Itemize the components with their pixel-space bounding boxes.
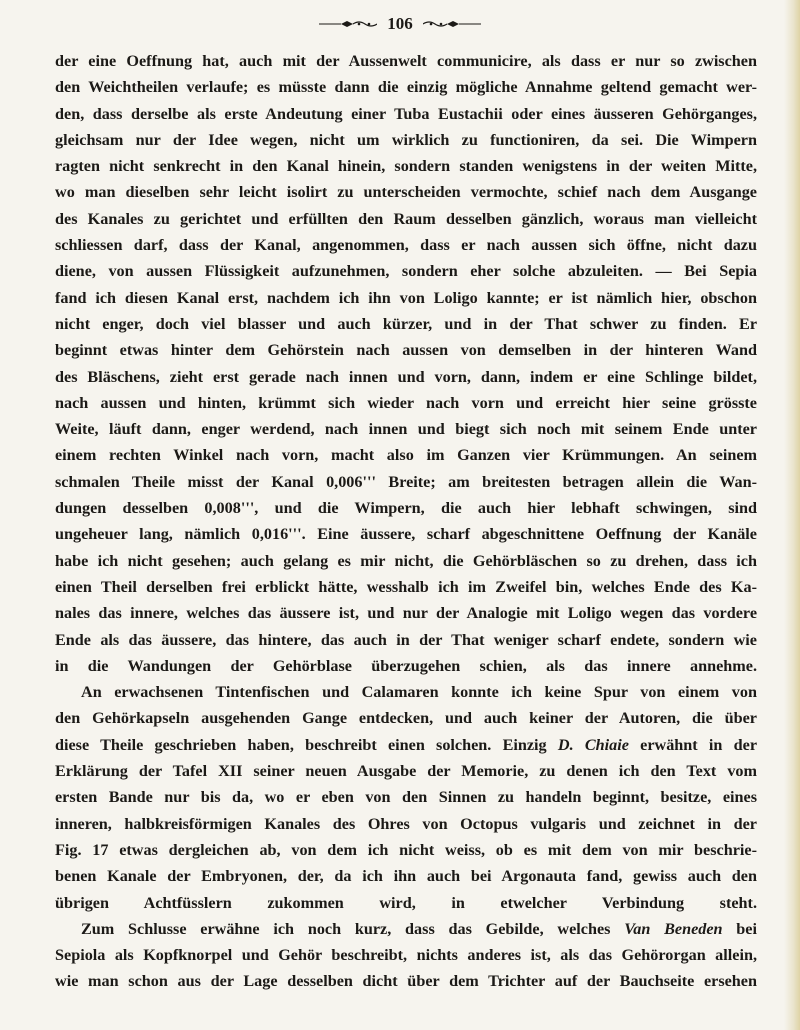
- text-line-content: des Kanales zu gerichtet und erfüllten den Raum desselben gänzlich, woraus man vielleicht: [55, 209, 757, 228]
- text-line-content: inneren, halbkreisförmigen Kanales des Ohres von Octopus vulgaris und zeichnet in der: [55, 814, 757, 833]
- text-line: [55, 548, 757, 574]
- text-line-content: schmalen Theile misst der Kanal 0,006''' Breite; am breitesten betragen allein die Wan-: [55, 472, 757, 491]
- text-line: [55, 74, 757, 100]
- text-line: [55, 890, 757, 916]
- text-line: [55, 258, 757, 284]
- text-line-content: den, dass derselbe als erste Andeutung einer Tuba Eustachii oder eines äusseren Gehörganges,: [55, 104, 757, 123]
- text-line: [55, 863, 757, 889]
- left-ornament-icon: [319, 20, 377, 28]
- text-line: [55, 968, 757, 994]
- text-line: [55, 653, 757, 679]
- text-line-content: Fig. 17 etwas dergleichen ab, von dem ich nicht weiss, ob es mit dem von mir beschrie-: [55, 840, 757, 859]
- page-number: 106: [387, 14, 413, 34]
- text-line-content: An erwachsenen Tintenfischen und Calamaren konnte ich keine Spur von einem von: [81, 683, 757, 702]
- text-line: [55, 416, 757, 442]
- text-segment: erwähnt in der: [628, 735, 757, 754]
- text-line-content: einen Theil derselben frei erblickt hätte, wesshalb ich im Zweifel bin, welches Ende des Ka-: [55, 577, 757, 596]
- text-line: [55, 679, 757, 705]
- text-segment: diese Theile geschrieben haben, beschreibt einen solchen. Einzig: [55, 735, 558, 754]
- running-header: [0, 12, 800, 36]
- text-line: [55, 600, 757, 626]
- text-line: [55, 364, 757, 390]
- text-line-content: ragten nicht senkrecht in den Kanal hinein, sondern standen wenigstens in der weiten Mitte,: [55, 157, 757, 176]
- text-line-content: Ende als das äussere, das hintere, das auch in der That weniger scharf endete, sondern wie: [55, 630, 757, 649]
- author-name: Van Beneden: [624, 919, 723, 938]
- text-line: [55, 627, 757, 653]
- right-ornament-icon: [423, 20, 481, 28]
- text-line-content: diene, von aussen Flüssigkeit aufzunehmen, sondern eher solche abzuleiten. — Bei Sepia: [55, 262, 757, 281]
- text-line: [55, 390, 757, 416]
- text-segment: bei: [722, 919, 757, 938]
- page-edge-shadow: [784, 0, 800, 1030]
- text-line-content: einem rechten Winkel nach vorn, macht also im Ganzen vier Krümmungen. An seinem: [55, 446, 757, 465]
- text-line: [55, 48, 757, 74]
- text-line-content: nales das innere, welches das äussere ist, und nur der Analogie mit Loligo wegen das vordere: [55, 604, 757, 623]
- text-segment: Zum Schlusse erwähne ich noch kurz, dass das Gebilde, welches: [81, 919, 625, 938]
- text-line-content: ungeheuer lang, nämlich 0,016'''. Eine äussere, scharf abgeschnittene Oeffnung der Kanäle: [55, 525, 757, 544]
- text-line-content: schliessen darf, dass der Kanal, angenommen, dass er nach aussen sich öffne, nicht dazu: [55, 236, 757, 255]
- text-line: [55, 285, 757, 311]
- text-line: [55, 337, 757, 363]
- text-line-content: übrigen Achtfüsslern zukommen wird, in etwelcher Verbindung steht.: [55, 893, 757, 912]
- text-line: [55, 732, 757, 758]
- text-line-content: den Gehörkapseln ausgehenden Gange entdecken, und auch keiner der Autoren, die über: [55, 709, 757, 728]
- text-line: [55, 127, 757, 153]
- text-line: [55, 442, 757, 468]
- text-line: [55, 916, 757, 942]
- text-line-content: nach aussen und hinten, krümmt sich wieder nach vorn und erreicht hier seine grösste: [55, 393, 757, 412]
- text-line: [55, 179, 757, 205]
- text-line: [55, 469, 757, 495]
- text-line: [55, 574, 757, 600]
- text-line-content: ersten Bande nur bis da, wo er eben von den Sinnen zu handeln beginnt, besitze, eines: [55, 788, 757, 807]
- text-line-content: der eine Oeffnung hat, auch mit der Aussenwelt communicire, als dass er nur so zwischen: [55, 52, 757, 70]
- text-line-content: benen Kanale der Embryonen, der, da ich ihn auch bei Argonauta fand, gewiss auch den: [55, 867, 757, 886]
- text-line: [55, 942, 757, 968]
- text-line-content: dungen desselben 0,008''', und die Wimpern, die auch hier lebhaft schwingen, sind: [55, 499, 757, 518]
- text-line: [55, 495, 757, 521]
- text-line-content: wo man dieselben sehr leicht isolirt zu unterscheiden vermochte, schief nach dem Ausgange: [55, 183, 757, 202]
- text-line-content: Erklärung der Tafel XII seiner neuen Ausgabe der Memorie, zu denen ich den Text vom: [55, 762, 757, 781]
- text-line: [55, 311, 757, 337]
- text-line: [55, 837, 757, 863]
- text-line: [55, 784, 757, 810]
- text-line-content: Weite, läuft dann, enger werdend, nach innen und biegt sich noch mit seinem Ende unter: [55, 420, 757, 439]
- text-line-content: des Bläschens, zieht erst gerade nach innen und vorn, dann, indem er eine Schlinge bildet,: [55, 367, 757, 386]
- text-line-content: beginnt etwas hinter dem Gehörstein nach aussen von demselben in der hinteren Wand: [55, 341, 757, 360]
- text-line: [55, 758, 757, 784]
- text-line: [55, 206, 757, 232]
- text-line-content: fand ich diesen Kanal erst, nachdem ich ihn von Loligo kannte; er ist nämlich hier, obschon: [55, 288, 757, 307]
- text-line-content: nicht enger, doch viel blasser und auch kürzer, und in der That schwer zu finden. Er: [55, 314, 757, 333]
- text-line-content: gleichsam nur der Idee wegen, nicht um wirklich zu functioniren, da sei. Die Wimpern: [55, 130, 757, 149]
- author-name: D. Chiaie: [557, 735, 629, 754]
- text-line-content: Sepiola als Kopfknorpel und Gehör beschreibt, nichts anderes ist, als das Gehörorgan allein,: [55, 946, 757, 965]
- text-line-content: wie man schon aus der Lage desselben dicht über dem Trichter auf der Bauchseite ersehen: [55, 972, 757, 991]
- text-line: [55, 811, 757, 837]
- text-line: [55, 232, 757, 258]
- text-line-content: in die Wandungen der Gehörblase überzugehen schien, als das innere annehme.: [55, 656, 757, 675]
- text-line: [55, 521, 757, 547]
- text-line: [55, 705, 757, 731]
- text-line: [55, 101, 757, 127]
- text-line-content: habe ich nicht gesehen; auch gelang es mir nicht, die Gehörbläschen so zu drehen, dass ich: [55, 551, 757, 570]
- body-text: [55, 48, 757, 995]
- text-line: [55, 153, 757, 179]
- text-line-content: den Weichtheilen verlaufe; es müsste dann die einzig mögliche Annahme geltend gemacht wer-: [55, 78, 757, 97]
